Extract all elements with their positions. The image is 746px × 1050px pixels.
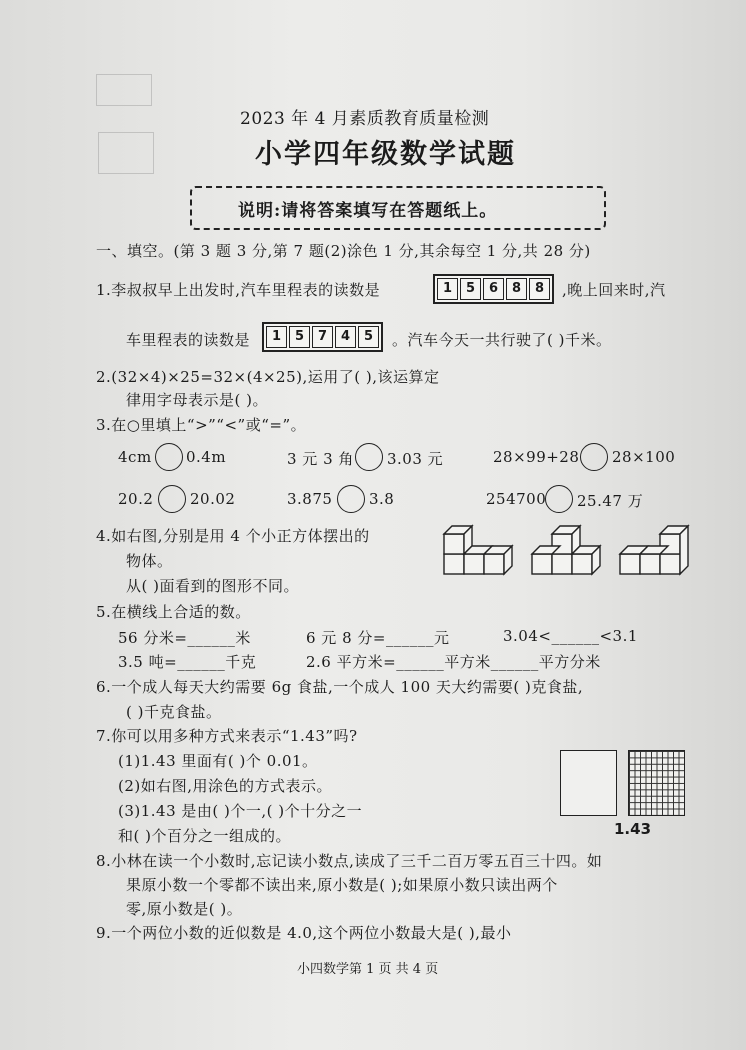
q3-r2c1-left: 20.2 bbox=[118, 490, 154, 508]
q7-line5: 和( )个百分之一组成的。 bbox=[118, 827, 291, 845]
q8-line2: 果原小数一个零都不读出来,原小数是( );如果原小数只读出两个 bbox=[126, 876, 558, 894]
q3-r2c3-left: 254700 bbox=[486, 490, 547, 508]
hundred-grid bbox=[628, 750, 685, 816]
odo-digit: 6 bbox=[483, 278, 504, 300]
odo-digit: 5 bbox=[289, 326, 310, 348]
q4-line3: 从( )面看到的图形不同。 bbox=[126, 577, 299, 595]
q3-line1: 3.在○里填上“>”“<”或“=”。 bbox=[96, 416, 307, 434]
q3-r2c3-right: 25.47 万 bbox=[577, 492, 644, 510]
compare-circle bbox=[545, 485, 573, 513]
odo-digit: 5 bbox=[358, 326, 379, 348]
q1-line2a: 车里程表的读数是 bbox=[126, 331, 251, 349]
exam-title: 2023 年 4 月素质教育质量检测 bbox=[240, 109, 490, 129]
bleed-through-figure bbox=[96, 74, 152, 106]
q2-line1: 2.(32×4)×25=32×(4×25),运用了( ),该运算定 bbox=[96, 368, 440, 386]
page-footer: 小四数学第 1 页 共 4 页 bbox=[297, 962, 439, 977]
q5-line1: 5.在横线上合适的数。 bbox=[96, 603, 251, 621]
note-text: 说明:请将答案填写在答题纸上。 bbox=[238, 201, 498, 221]
compare-circle bbox=[155, 443, 183, 471]
odo-digit: 7 bbox=[312, 326, 333, 348]
cube-figure-2 bbox=[532, 526, 600, 574]
q3-r2c1-right: 20.02 bbox=[190, 490, 236, 508]
q6-line1: 6.一个成人每天大约需要 6g 食盐,一个成人 100 天大约需要( )克食盐, bbox=[96, 678, 584, 696]
compare-circle bbox=[355, 443, 383, 471]
q5-b: 6 元 8 分=______元 bbox=[306, 629, 450, 647]
section-heading: 一、填空。(第 3 题 3 分,第 7 题(2)涂色 1 分,其余每空 1 分,共 28 分) bbox=[96, 242, 591, 260]
compare-circle bbox=[337, 485, 365, 513]
q6-line2: ( )千克食盐。 bbox=[126, 703, 222, 721]
q4-line1: 4.如右图,分别是用 4 个小正方体摆出的 bbox=[96, 527, 370, 545]
odo-digit: 1 bbox=[437, 278, 458, 300]
q8-line1: 8.小林在读一个小数时,忘记读小数点,读成了三千二百万零五百三十四。如 bbox=[96, 852, 603, 870]
odo-digit: 1 bbox=[266, 326, 287, 348]
q9-line1: 9.一个两位小数的近似数是 4.0,这个两位小数最大是( ),最小 bbox=[96, 924, 512, 942]
compare-circle bbox=[580, 443, 608, 471]
q4-line2: 物体。 bbox=[126, 552, 173, 570]
q3-r1c1-left: 4cm bbox=[118, 448, 152, 466]
q7-line4: (3)1.43 是由( )个一,( )个十分之一 bbox=[118, 802, 363, 820]
q7-line2: (1)1.43 里面有( )个 0.01。 bbox=[118, 752, 318, 770]
q5-e: 2.6 平方米=______平方米______平方分米 bbox=[306, 653, 601, 671]
odo-digit: 5 bbox=[460, 278, 481, 300]
odo-digit: 4 bbox=[335, 326, 356, 348]
q3-r2c2-left: 3.875 bbox=[287, 490, 333, 508]
q8-line3: 零,原小数是( )。 bbox=[126, 900, 243, 918]
cube-figure-3 bbox=[620, 526, 688, 574]
odo-digit: 8 bbox=[506, 278, 527, 300]
q7-line1: 7.你可以用多种方式来表示“1.43”吗? bbox=[96, 727, 358, 745]
q7-line3: (2)如右图,用涂色的方式表示。 bbox=[118, 777, 333, 795]
q1-line1a: 1.李叔叔早上出发时,汽车里程表的读数是 bbox=[96, 281, 381, 299]
compare-circle bbox=[158, 485, 186, 513]
whole-square bbox=[560, 750, 617, 816]
q3-r2c2-right: 3.8 bbox=[369, 490, 395, 508]
odometer-start bbox=[433, 274, 554, 304]
q1-line1b: ,晚上回来时,汽 bbox=[562, 281, 666, 299]
bleed-through-figure bbox=[98, 132, 154, 174]
paper-title: 小学四年级数学试题 bbox=[255, 139, 516, 170]
q3-r1c2-right: 3.03 元 bbox=[387, 450, 444, 468]
q3-r1c2-left: 3 元 3 角 bbox=[287, 450, 354, 468]
odometer-end bbox=[262, 322, 383, 352]
q5-c: 3.04<______<3.1 bbox=[503, 627, 638, 645]
q5-a: 56 分米=______米 bbox=[118, 629, 251, 647]
cube-figure-1 bbox=[444, 526, 512, 574]
q1-line2b: 。汽车今天一共行驶了( )千米。 bbox=[392, 331, 612, 349]
q3-r1c3-left: 28×99+28 bbox=[493, 448, 580, 466]
q2-line2: 律用字母表示是( )。 bbox=[126, 391, 268, 409]
q3-r1c1-right: 0.4m bbox=[186, 448, 227, 466]
q3-r1c3-right: 28×100 bbox=[612, 448, 676, 466]
q5-d: 3.5 吨=______千克 bbox=[118, 653, 257, 671]
figure-label: 1.43 bbox=[614, 820, 652, 838]
cube-figures bbox=[440, 520, 710, 582]
odo-digit: 8 bbox=[529, 278, 550, 300]
